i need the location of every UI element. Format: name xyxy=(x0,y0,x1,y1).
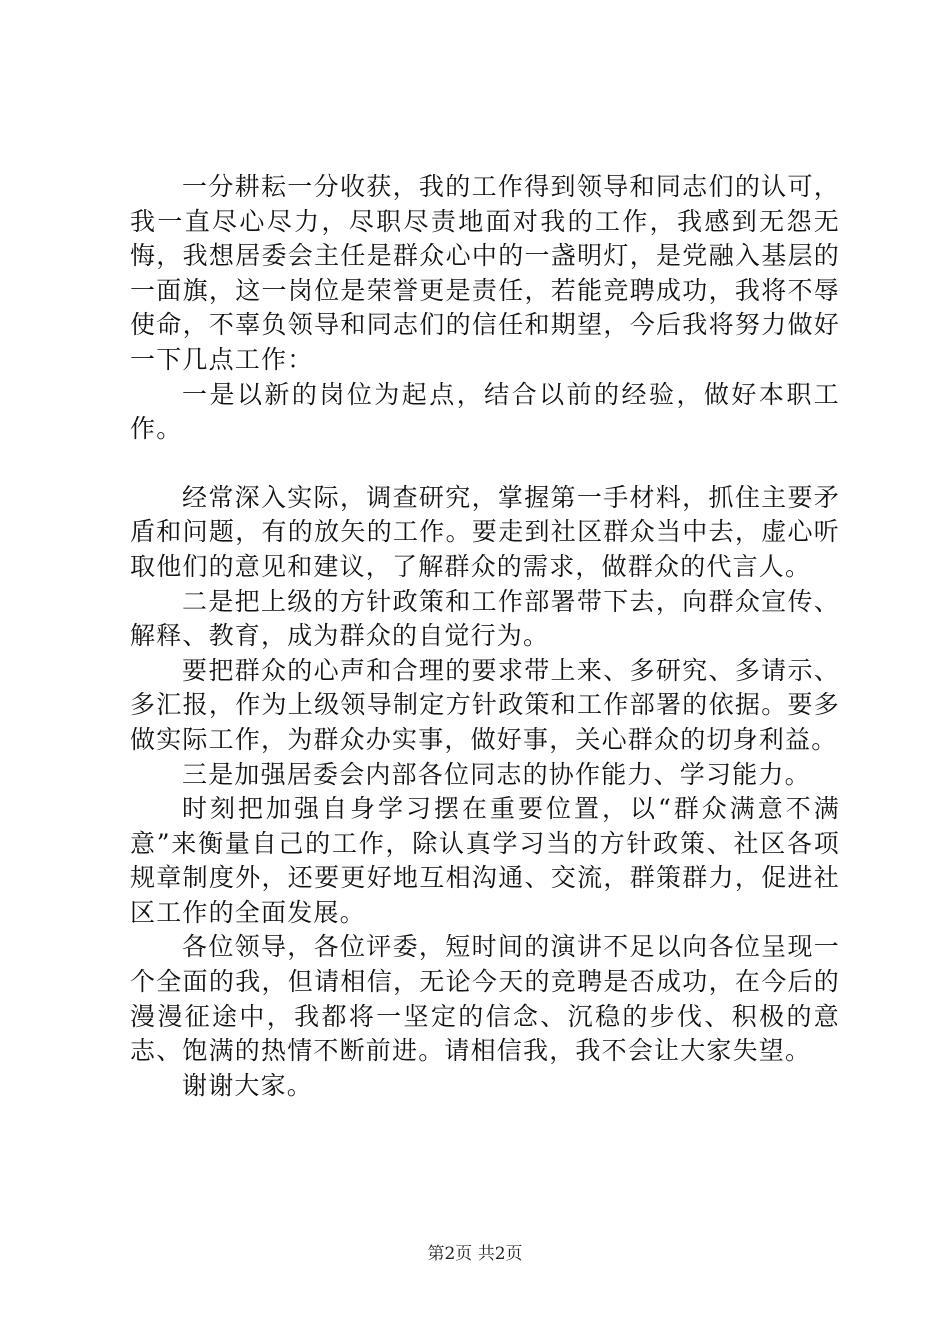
document-body xyxy=(130,170,840,1103)
paragraph-point-three-detail: 时刻把加强自身学习摆在重要位置，以“群众满意不满意”来衡量自己的工作，除认真学习当的方针政策、社区各项规章制度外，还要更好地互相沟通、交流，群策群力，促进社区工作的全面发展。 xyxy=(130,794,840,927)
paragraph-point-one-detail: 经常深入实际，调查研究，掌握第一手材料，抓住主要矛盾和问题，有的放矢的工作。要走到社区群众当中去，虚心听取他们的意见和建议，了解群众的需求，做群众的代言人。 xyxy=(130,482,840,581)
paragraph-point-two-detail: 要把群众的心声和合理的要求带上来、多研究、多请示、多汇报，作为上级领导制定方针政策和工作部署的依据。要多做实际工作，为群众办实事，做好事，关心群众的切身利益。 xyxy=(130,655,840,754)
paragraph-intro: 一分耕耘一分收获，我的工作得到领导和同志们的认可，我一直尽心尽力，尽职尽责地面对我的工作，我感到无怨无悔，我想居委会主任是群众心中的一盏明灯，是党融入基层的一面旗，这一岗位是荣誉更是责任，若能竞聘成功，我将不辱使命，不辜负领导和同志们的信任和期望，今后我将努力做好一下几点工作： xyxy=(130,172,840,374)
paragraph-point-one: 一是以新的岗位为起点，结合以前的经验，做好本职工作。 xyxy=(130,379,840,444)
paragraph-closing: 各位领导，各位评委，短时间的演讲不足以向各位呈现一个全面的我，但请相信，无论今天的竞聘是否成功，在今后的漫漫征途中，我都将一坚定的信念、沉稳的步伐、积极的意志、饱满的热情不断前进。请相信我，我不会让大家失望。 xyxy=(130,932,840,1066)
paragraph-thanks: 谢谢大家。 xyxy=(182,1070,314,1100)
paragraph-point-three: 三是加强居委会内部各位同志的协作能力、学习能力。 xyxy=(182,759,811,789)
page-number-footer: 第2页 共2页 xyxy=(427,1244,523,1264)
paragraph-point-two: 二是把上级的方针政策和工作部署带下去，向群众宣传、解释、教育，成为群众的自觉行为。 xyxy=(130,586,840,651)
